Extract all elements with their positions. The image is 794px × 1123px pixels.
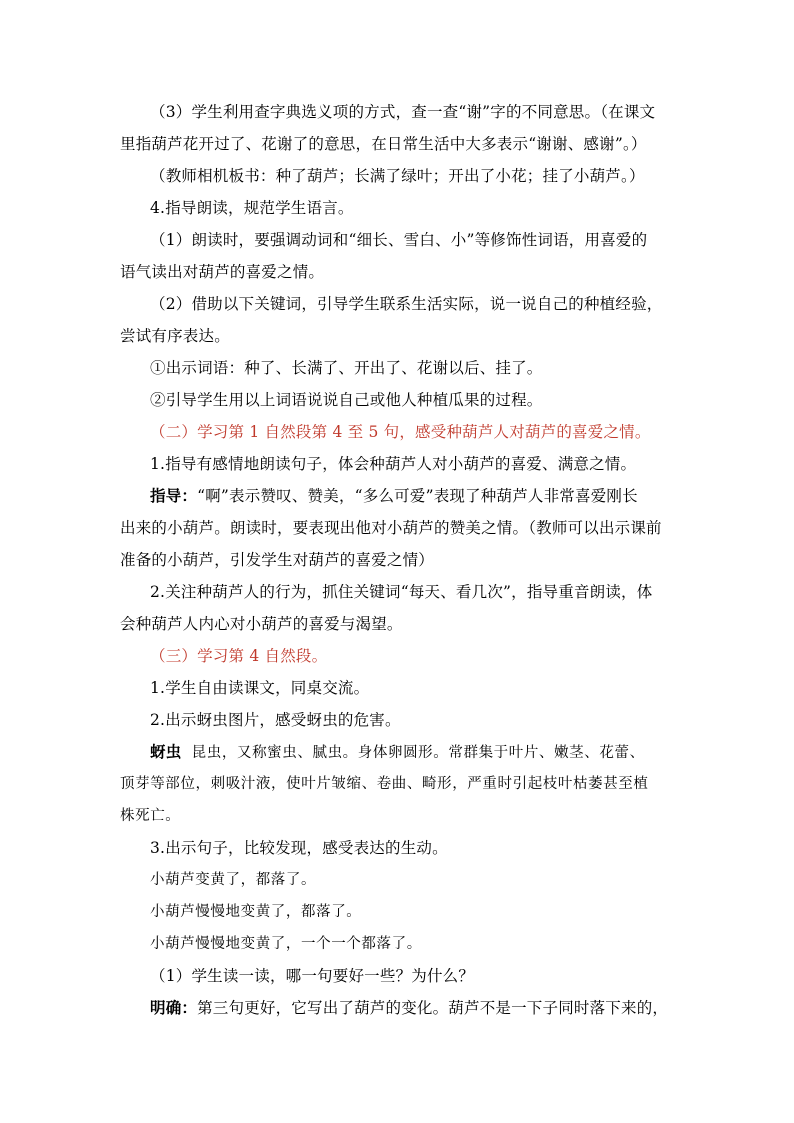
example-sentence: 小葫芦变黄了，都落了。 [150,872,317,888]
paragraph-line: 4.指导朗读，规范学生语言。 [150,199,354,217]
paragraph-line: ①出示词语：种了、长满了、开出了、花谢以后、挂了。 [150,359,543,377]
guide-label: 指导： [150,486,198,505]
section-heading: （三）学习第 4 自然段。 [150,647,328,665]
paragraph-line: 准备的小葫芦，引发学生对葫芦的喜爱之情） [120,551,435,569]
paragraph-line: 尝试有序表达。 [120,327,230,345]
paragraph-line: （3）学生利用查字典选义项的方式，查一查“谢”字的不同意思。（在课文 [150,103,656,121]
clarify-text: 第三句更好，它写出了葫芦的变化。葫芦不是一下子同时落下来的， [197,999,669,1017]
paragraph-line: （2）借助以下关键词，引导学生联系生活实际，说一说自己的种植经验， [150,295,663,313]
paragraph-line: 1.指导有感情地朗读句子，体会种葫芦人对小葫芦的喜爱、满意之情。 [150,455,637,473]
paragraph-line: （1）学生读一读，哪一句要好一些？为什么？ [150,967,475,985]
paragraph-line: ②引导学生用以上词语说说自己或他人种植瓜果的过程。 [150,391,543,409]
paragraph-line [150,998,668,1018]
paragraph-line: （教师相机板书：种了葫芦；长满了绿叶；开出了小花；挂了小葫芦。） [150,167,645,185]
paragraph-line: （1）朗读时，要强调动词和“细长、雪白、小”等修饰性词语，用喜爱的 [150,231,648,249]
section-heading: （二）学习第 1 自然段第 4 至 5 句，感受种葫芦人对葫芦的喜爱之情。 [150,423,651,441]
paragraph-line: 2.关注种葫芦人的行为，抓住关键词“每天、看几次”，指导重音朗读，体 [150,583,653,601]
guide-text: “啊”表示赞叹、赞美，“多么可爱”表现了种葫芦人非常喜爱刚长 [197,487,638,505]
paragraph-line: 1.学生自由读课文，同桌交流。 [150,679,370,697]
paragraph-line: 2.出示蚜虫图片，感受蚜虫的危害。 [150,711,401,729]
example-sentence: 小葫芦慢慢地变黄了，一个一个都落了。 [150,936,422,952]
paragraph-line: 会种葫芦人内心对小葫芦的喜爱与渴望。 [120,615,403,633]
aphid-term: 蚜虫 [150,742,182,761]
paragraph-line [150,486,638,506]
aphid-definition: 昆虫，又称蜜虫、腻虫。身体卵圆形。常群集于叶片、嫩茎、花蕾、 [191,745,645,761]
paragraph-line: 3.出示句子，比较发现，感受表达的生动。 [150,839,448,857]
definition-line: 株死亡。 [120,808,181,824]
paragraph-line: 出来的小葫芦。朗读时，要表现出他对小葫芦的赞美之情。（教师可以出示课前 [120,519,662,537]
paragraph-line: 语气读出对葫芦的喜爱之情。 [120,263,325,281]
definition-line: 顶芽等部位，刺吸汁液，使叶片皱缩、卷曲、畸形，严重时引起枝叶枯萎甚至植 [120,776,649,792]
definition-line [150,742,645,763]
clarify-label: 明确： [150,998,198,1017]
paragraph-line: 里指葫芦花开过了、花谢了的意思，在日常生活中大多表示“谢谢、感谢”。） [120,135,647,153]
example-sentence: 小葫芦慢慢地变黄了，都落了。 [150,904,362,920]
